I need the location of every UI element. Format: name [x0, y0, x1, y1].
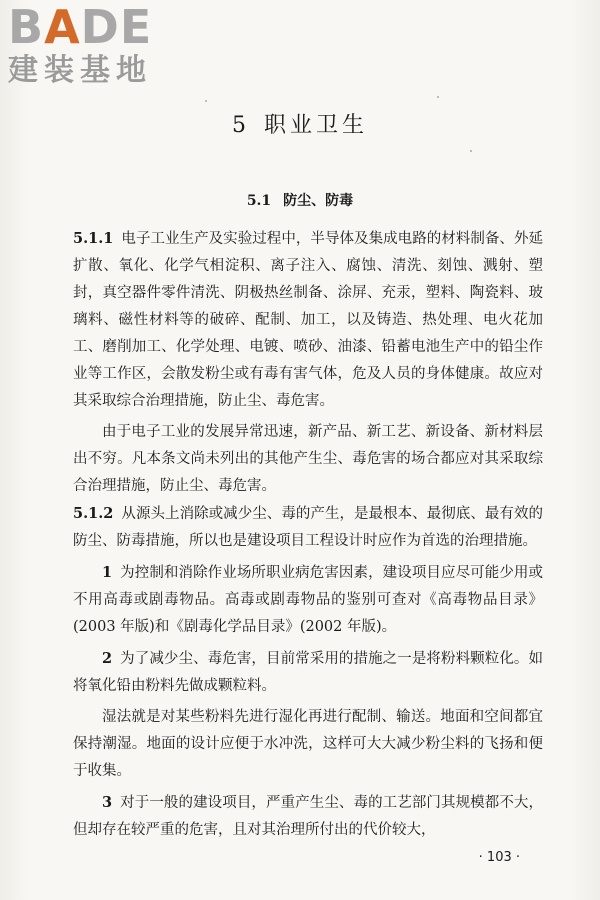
- paragraph: [73, 419, 543, 500]
- paragraph-text: 从源头上消除或减少尘、毒的产生，是最根本、最彻底、最有效的防尘、防毒措施，所以也是建设项目工程设计时应作为首选的治理措施。: [73, 506, 543, 549]
- watermark-logo: [8, 2, 178, 88]
- list-item-1: [73, 559, 543, 641]
- chapter-name: 职业卫生: [263, 113, 368, 138]
- item-number: 3: [102, 794, 113, 811]
- clause-number: 5.1.2: [73, 505, 114, 522]
- watermark-brand: BADE: [8, 0, 153, 54]
- item-number: 2: [102, 650, 113, 667]
- paragraph-text: 对于一般的建设项目，严重产生尘、毒的工艺部门其规模都不大，但却存在较严重的危害，且对其治理所付出的代价较大，: [73, 795, 543, 838]
- list-item-3: [73, 789, 543, 844]
- paragraph-text: 为控制和消除作业场所职业病危害因素，建设项目应尽可能少用或不用高毒或剧毒物品。高毒或剧毒物品的鉴别可查对《高毒物品目录》(2003 年版)和《剧毒化学品目录》(2002 年版)。: [73, 565, 543, 635]
- item-number: 1: [102, 564, 113, 581]
- section-name: 防尘、防毒: [283, 193, 354, 209]
- clause-number: 5.1.1: [73, 230, 114, 247]
- paragraph-text: 电子工业生产及实验过程中，半导体及集成电路的材料制备、外延扩散、氧化、化学气相淀积、离子注入、腐蚀、清洗、刻蚀、溅射、塑封，真空器件零件清洗、阴极热丝制备、涂屏、充汞，塑料、陶瓷料、玻璃料、磁性材料等的破碎、配制、加工，以及铸造、热处理、电火花加工、磨削加工、化学处理、电镀、喷砂、油漆、铅蓄电池生产中的铅尘作业等工作区，会散发粉尘或有毒有害气体，危及人员的身体健康。故应对其采取综合治理措施，防止尘、毒危害。: [73, 231, 543, 409]
- document-body: [73, 225, 543, 844]
- paragraph-5-1-1: [73, 225, 543, 415]
- paragraph-text: 由于电子工业的发展异常迅速，新产品、新工艺、新设备、新材料层出不穷。凡本条文尚未列出的其他产生尘、毒危害的场合都应对其采取综合治理措施，防止尘、毒危害。: [73, 424, 543, 494]
- page-number: · 103 ·: [478, 850, 520, 865]
- chapter-number: 5: [231, 113, 250, 138]
- section-number: 5.1: [246, 193, 272, 209]
- paragraph-text: 湿法就是对某些粉料先进行湿化再进行配制、输送。地面和空间都宜保持潮湿。地面的设计应便于水冲洗，这样可大大减少粉尘料的飞扬和便于收集。: [73, 709, 543, 779]
- list-item-2: [73, 645, 543, 700]
- paragraph-text: 为了减少尘、毒危害，目前常采用的措施之一是将粉料颗粒化。如将氧化铅由粉料先做成颗粒料。: [73, 651, 543, 694]
- paragraph-5-1-2: [73, 500, 543, 555]
- chapter-title: [0, 108, 600, 139]
- paragraph: [73, 704, 543, 785]
- watermark-subtitle: 建装基地: [8, 53, 152, 88]
- section-title: [0, 190, 600, 210]
